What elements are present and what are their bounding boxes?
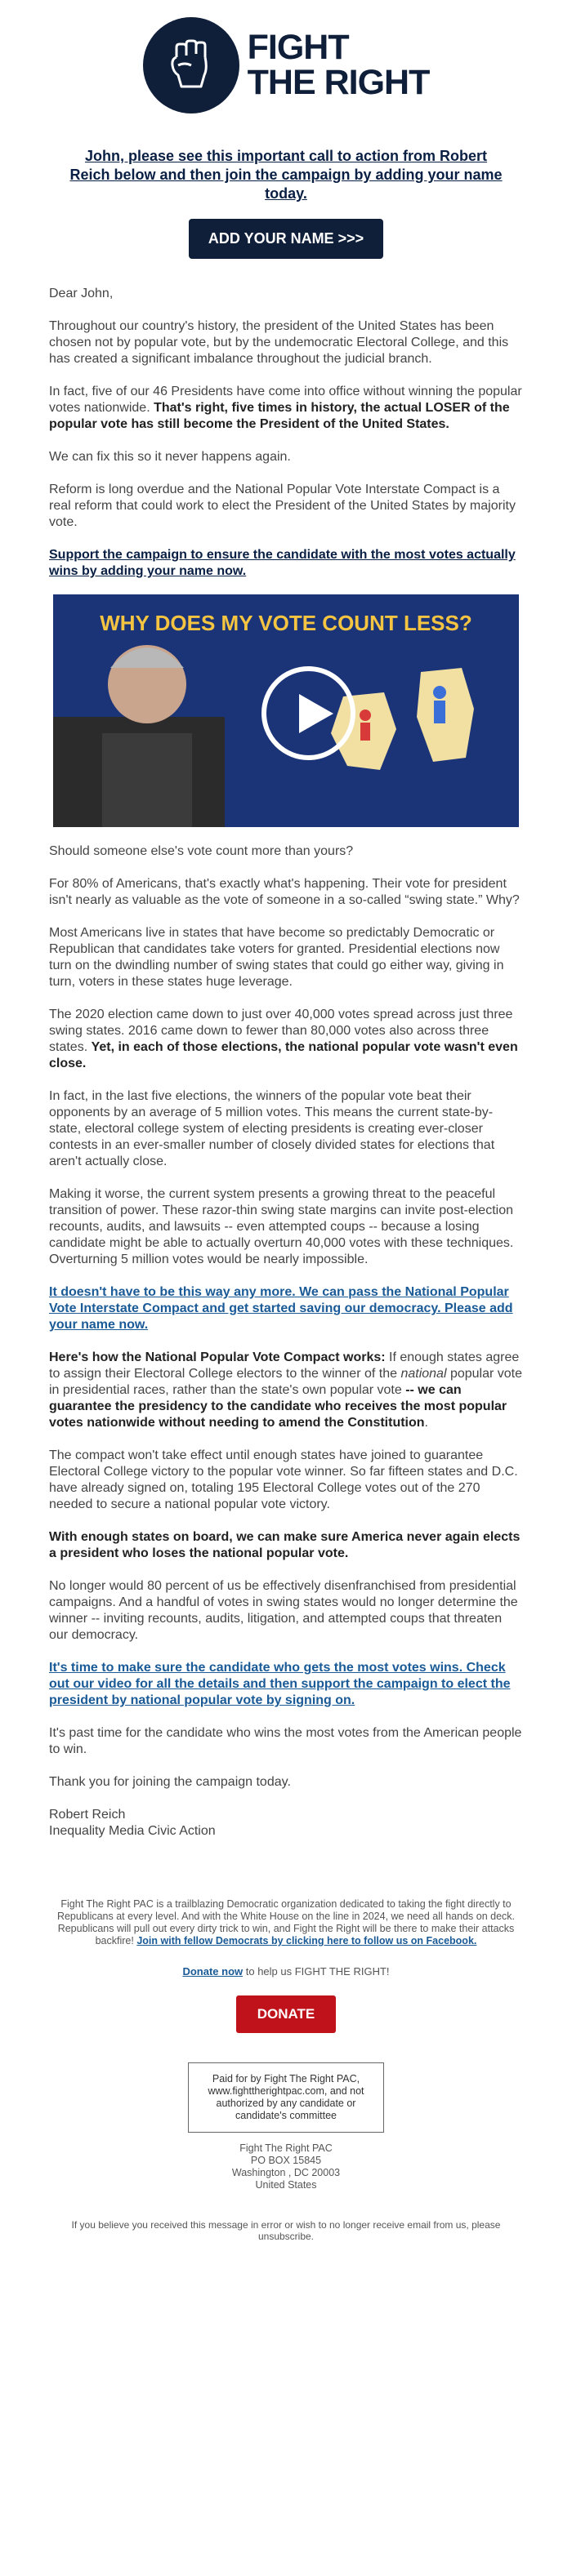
support-campaign-link-paragraph	[49, 547, 523, 580]
paragraph: In fact, in the last five elections, the winners of the popular vote beat their opponents by an average of 5 million votes. This means the current state-by-state, electoral college system of electing presidents is creating ever-closer contests in an ever-smaller number of closely divided states for elections that aren't actually close.	[49, 1089, 495, 1168]
paragraph: Most Americans live in states that have become so predictably Democratic or Republican that candidates take voters for granted. Presidential elections now turn on the dwindling number of swing states that could go either way, giving in turn, voters in these states huge leverage.	[49, 926, 504, 989]
greeting: Dear John,	[49, 287, 114, 300]
paragraph: Throughout our country's history, the president of the United States has been chosen not by popular vote, but by the undemocratic Electoral College, and this has created a significant imbalance throughout the judicial branch.	[49, 319, 509, 366]
video-title: WHY DOES MY VOTE COUNT LESS?	[100, 611, 472, 635]
pass-compact-link-paragraph	[49, 1284, 523, 1333]
donate-now-link[interactable]: Donate now	[182, 1965, 244, 1978]
paragraph: Making it worse, the current system presents a growing threat to the peaceful transition of power. These razor-thin swing state margins can invite post-election recounts, audits, and lawsuits -- even attempted coups -- because a losing candidate might be able to actually overturn 40,000 votes with these techniques. Overturning 5 million votes would be nearly impossible.	[49, 1187, 514, 1266]
signature	[49, 1807, 523, 1840]
paragraph: For 80% of Americans, that's exactly what's happening. Their vote for president isn't nearly as valuable as the vote of someone in a so-called “swing state.” Why?	[49, 877, 520, 907]
pass-compact-link[interactable]: It doesn't have to be this way any more. We can pass the National Popular Vote Interstate Compact and get started saving our democracy. Please add your name now.	[49, 1285, 513, 1332]
paragraph: It's past time for the candidate who wins the most votes from the American people to win.	[49, 1726, 522, 1756]
mailing-address: Fight The Right PAC PO BOX 15845 Washington , DC 20003 United States	[231, 2142, 341, 2191]
support-campaign-link[interactable]: Support the campaign to ensure the candidate with the most votes actually wins by adding your name now.	[49, 548, 516, 578]
paragraph: Thank you for joining the campaign today.	[49, 1775, 291, 1789]
signature-org: Inequality Media Civic Action	[49, 1824, 216, 1838]
header	[0, 0, 572, 122]
footer	[0, 1898, 572, 2242]
footer-about: Fight The Right PAC is a trailblazing Democratic organization dedicated to taking the fight directly to Republicans at every level. And with the White House on the line in 2024, we need all hands on deck. Republicans will pull out every dirty trick to win, and Fight the Right will be there to make their attacks backfire! Join with fellow Democrats by clicking here to follow us on Facebook.	[56, 1898, 516, 1946]
top-cta-link[interactable]: John, please see this important call to action from Robert Reich below and then join the campaign by adding your name today.	[69, 148, 503, 202]
unsubscribe-text[interactable]: If you believe you received this message in error or wish to no longer receive email from us, please unsubscribe.	[71, 2219, 501, 2242]
brand-line-1: FIGHT	[247, 28, 349, 67]
fist-icon	[143, 17, 239, 113]
paragraph: We can fix this so it never happens again.	[49, 450, 291, 464]
brand-line-2: THE RIGHT	[247, 63, 430, 102]
sign-on-link[interactable]: It's time to make sure the candidate who gets the most votes wins. Check out our video for all the details and then support the campaign to elect the president by national popular vote by signing on.	[49, 1661, 511, 1707]
paragraph: Should someone else's vote count more than yours?	[49, 844, 354, 858]
donate-button[interactable]: DONATE	[236, 1995, 337, 2033]
facebook-link[interactable]: Join with fellow Democrats by clicking here to follow us on Facebook.	[136, 1935, 477, 1946]
sign-on-link-paragraph	[49, 1660, 523, 1709]
paragraph: The 2020 election came down to just over 40,000 votes spread across just three swing states. 2016 came down to fewer than 80,000 votes also across three states. Yet, in each of those elections, the national popular vote wasn't even close.	[49, 1008, 518, 1070]
brand-wordmark	[248, 30, 430, 100]
play-icon[interactable]	[261, 666, 355, 760]
paragraph: Here's how the National Popular Vote Compact works: If enough states agree to assign their Electoral College electors to the winner of the national popular vote in presidential races, rather than the state's own popular vote -- we can guarantee the presidency to the candidate who receives the most popular votes nationwide without needing to amend the Constitution.	[49, 1350, 523, 1430]
donate-line: Donate now to help us FIGHT THE RIGHT!	[182, 1965, 390, 1978]
signature-name: Robert Reich	[49, 1808, 126, 1822]
paid-for-disclaimer: Paid for by Fight The Right PAC, www.fighttherightpac.com, and not authorized by any candidate or candidate's committee	[188, 2062, 384, 2133]
paragraph: No longer would 80 percent of us be effectively disenfranchised from presidential campaigns. And a handful of votes in swing states would no longer determine the winner -- inviting recounts, audits, litigation, and attempted coups that threaten our democracy.	[49, 1579, 518, 1642]
paragraph: With enough states on board, we can make sure America never again elects a president who loses the national popular vote.	[49, 1530, 521, 1560]
paragraph: In fact, five of our 46 Presidents have come into office without winning the popular votes nationwide. That's right, five times in history, the actual LOSER of the popular vote has still become the President of the United States.	[49, 385, 522, 431]
email-body	[0, 147, 572, 1840]
paragraph: The compact won't take effect until enough states have joined to guarantee Electoral College victory to the popular vote winner. So far fifteen states and D.C. have already signed on, totaling 195 Electoral College votes out of the 270 needed to secure a national popular vote victory.	[49, 1448, 518, 1511]
fight-the-right-logo[interactable]	[143, 17, 430, 113]
paragraph: Reform is long overdue and the National Popular Vote Interstate Compact is a real reform that could work to elect the President of the United States by majority vote.	[49, 483, 516, 529]
add-your-name-button[interactable]: ADD YOUR NAME >>>	[189, 219, 383, 259]
video-thumbnail[interactable]	[53, 594, 519, 827]
